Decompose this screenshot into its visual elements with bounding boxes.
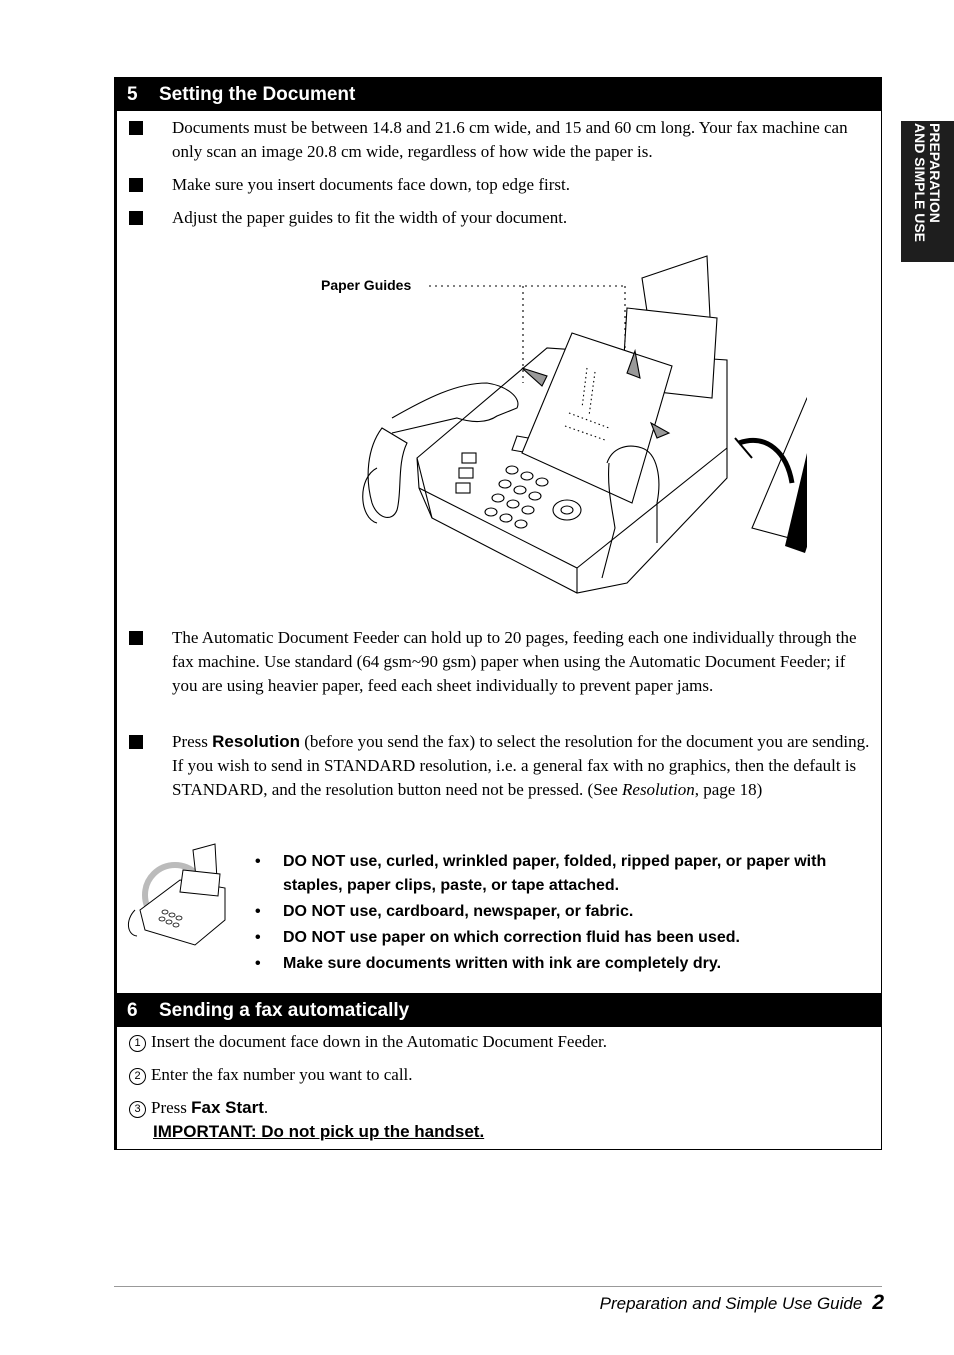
bullet-square-icon <box>129 211 143 225</box>
section-title: Setting the Document <box>159 84 356 105</box>
section-number: 6 <box>127 1000 138 1021</box>
fax-start-key: Fax Start <box>191 1098 264 1117</box>
page-number: 2 <box>872 1291 884 1314</box>
section-setting-document <box>114 77 882 994</box>
warning-text: DO NOT use, cardboard, newspaper, or fabric. <box>283 903 634 920</box>
side-tab-text <box>912 123 942 259</box>
warning-item <box>255 900 875 924</box>
bullet-text: Documents must be between 14.8 and 21.6 cm wide, and 15 and 60 cm long. Your fax machine can only scan an image 20.8 cm wide, regardless of how wide the paper is. <box>172 118 848 161</box>
warning-text: Make sure documents written with ink are completely dry. <box>283 955 722 972</box>
side-tab-line1: PREPARATION <box>927 123 943 223</box>
step-item <box>129 1063 869 1087</box>
bullet-dot-icon: • <box>255 903 261 920</box>
section-sending-fax <box>114 993 882 1150</box>
bullet-item-resolution <box>129 730 871 802</box>
resolution-tail: , page 18) <box>694 780 763 799</box>
bullet-dot-icon: • <box>255 929 261 946</box>
fax-machine-illustration <box>247 248 807 603</box>
bullet-item <box>129 626 871 698</box>
bullet-item <box>129 116 871 164</box>
resolution-post: (before you send the fax) to select the resolution for the document you are sending. If you wish to send in STANDARD resolution, i.e. a general fax with no graphics, then the default is STANDARD, and the resolution button need not be pressed. (See <box>172 732 870 799</box>
warning-item <box>255 850 875 898</box>
step-text: Insert the document face down in the Automatic Document Feeder. <box>151 1032 608 1051</box>
footer-title: Preparation and Simple Use Guide <box>599 1294 863 1313</box>
step-text: Enter the fax number you want to call. <box>151 1065 413 1084</box>
bullet-square-icon <box>129 121 143 135</box>
important-note: IMPORTANT: Do not pick up the handset. <box>153 1122 485 1141</box>
resolution-text <box>172 730 871 802</box>
warning-fax-icon <box>125 840 237 950</box>
step-item <box>129 1096 869 1144</box>
footer-divider <box>114 1286 882 1287</box>
step-number-icon: 2 <box>129 1068 146 1085</box>
step-text-tail: . <box>263 1098 269 1117</box>
bullet-item <box>129 206 871 230</box>
resolution-ref: Resolution <box>622 780 695 799</box>
bullet-square-icon <box>129 631 143 645</box>
resolution-pre: Press <box>172 732 213 751</box>
step-number-icon: 1 <box>129 1035 146 1052</box>
step-number-icon: 3 <box>129 1101 146 1118</box>
warning-item <box>255 926 875 950</box>
bullet-item <box>129 173 871 197</box>
warning-text: DO NOT use paper on which correction fluid has been used. <box>283 929 740 946</box>
figure-label-paper-guides: Paper Guides <box>321 277 412 293</box>
side-tab <box>901 121 954 262</box>
bullet-dot-icon: • <box>255 955 261 972</box>
section-number: 5 <box>127 84 138 105</box>
bullet-dot-icon: • <box>255 853 261 870</box>
step-text: Press <box>151 1098 192 1117</box>
bullet-text: Adjust the paper guides to fit the width of your document. <box>172 208 568 227</box>
section-header <box>117 994 881 1027</box>
bullet-square-icon <box>129 735 143 749</box>
bullet-square-icon <box>129 178 143 192</box>
section-header <box>117 78 881 111</box>
footer <box>600 1291 884 1315</box>
warning-item <box>255 952 875 976</box>
bullet-text: Make sure you insert documents face down, top edge first. <box>172 175 570 194</box>
side-tab-line2: AND SIMPLE USE <box>912 123 928 243</box>
step-item <box>129 1030 869 1054</box>
resolution-key: Resolution <box>212 732 300 751</box>
bullet-text: The Automatic Document Feeder can hold up to 20 pages, feeding each one individually through the fax machine. Use standard (64 gsm~90 gsm) paper when using the Automatic Document Feeder; if you are using heavier paper, feed each sheet individually to prevent paper jams. <box>172 628 857 695</box>
section-title: Sending a fax automatically <box>159 1000 410 1021</box>
warning-text: DO NOT use, curled, wrinkled paper, folded, ripped paper, or paper with staples, paper clips, paste, or tape attached. <box>283 853 827 894</box>
